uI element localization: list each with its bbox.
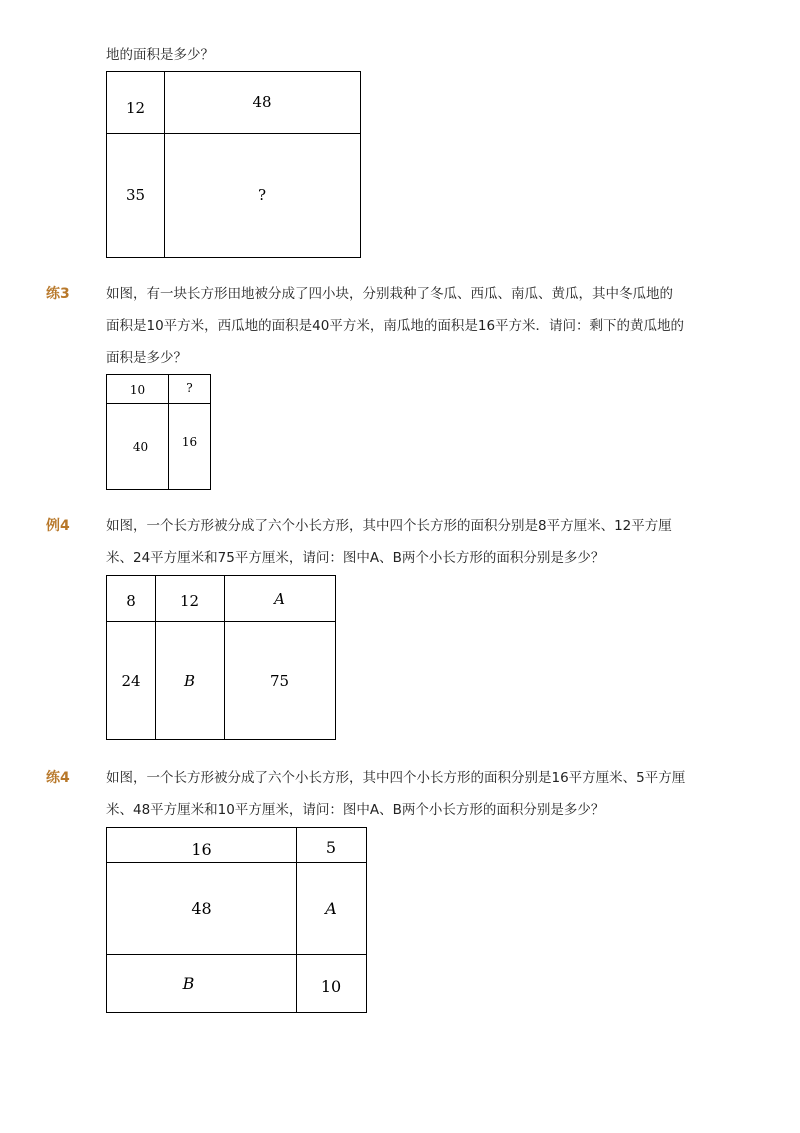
cell-area-r3c1: B [182, 973, 195, 993]
cell-area-bottom-right: ? [257, 186, 267, 204]
figure-rectangle-grid-3 [106, 575, 336, 740]
cell-area-r1c3: A [274, 589, 285, 608]
exercise-label-lian4: 练4 [46, 770, 70, 786]
lian4-text-line-2: 米、48平方厘米和10平方厘米，请问：图中A、B两个小长方形的面积分别是多少？ [106, 802, 605, 818]
cell-area-r2c1: 24 [121, 671, 141, 690]
cell-area-r1c2: 12 [179, 592, 200, 610]
cell-area-top-right: 48 [252, 92, 272, 111]
cell-area-r2c2: A [325, 899, 337, 918]
cell-area-bottom-right: 16 [181, 435, 198, 449]
cell-area-r3c2: 10 [320, 977, 342, 996]
cell-area-r1c1: 8 [126, 592, 136, 610]
cell-area-r1c1: 16 [191, 839, 212, 859]
cell-area-bottom-left: 40 [132, 440, 149, 454]
cell-area-top-left: 12 [125, 98, 146, 117]
li4-text-line-2: 米、24平方厘米和75平方厘米，请问：图中A、B两个小长方形的面积分别是多少？ [106, 550, 605, 566]
cell-area-r2c2: B [183, 671, 196, 690]
example-label-li4: 例4 [46, 518, 70, 534]
exercise-label-lian3: 练3 [46, 286, 70, 302]
cell-area-top-left: 10 [129, 383, 146, 397]
li4-text-line-1: 如图，一个长方形被分成了六个小长方形，其中四个长方形的面积分别是8平方厘米、12平方厘 [106, 518, 672, 534]
cell-area-top-right: ? [186, 381, 193, 395]
cell-area-bottom-left: 35 [125, 186, 146, 204]
lian3-text-line-2: 面积是10平方米，西瓜地的面积是40平方米，南瓜地的面积是16平方米．请问：剩下的黄瓜地的 [106, 318, 685, 334]
figure-rectangle-grid-4 [106, 827, 367, 1013]
lian3-text-line-1: 如图，有一块长方形田地被分成了四小块，分别栽种了冬瓜、西瓜、南瓜、黄瓜，其中冬瓜地的 [106, 286, 673, 302]
question-tail-text: 地的面积是多少？ [106, 47, 214, 63]
cell-area-r2c1: 48 [191, 899, 212, 918]
figure-rectangle-grid-2 [106, 374, 211, 490]
cell-area-r2c3: 75 [269, 671, 290, 690]
figure-rectangle-grid-1 [106, 71, 361, 258]
lian3-text-line-3: 面积是多少？ [106, 350, 187, 366]
lian4-text-line-1: 如图，一个长方形被分成了六个小长方形，其中四个小长方形的面积分别是16平方厘米、5平方厘 [106, 770, 686, 786]
cell-area-r1c2: 5 [325, 837, 337, 857]
